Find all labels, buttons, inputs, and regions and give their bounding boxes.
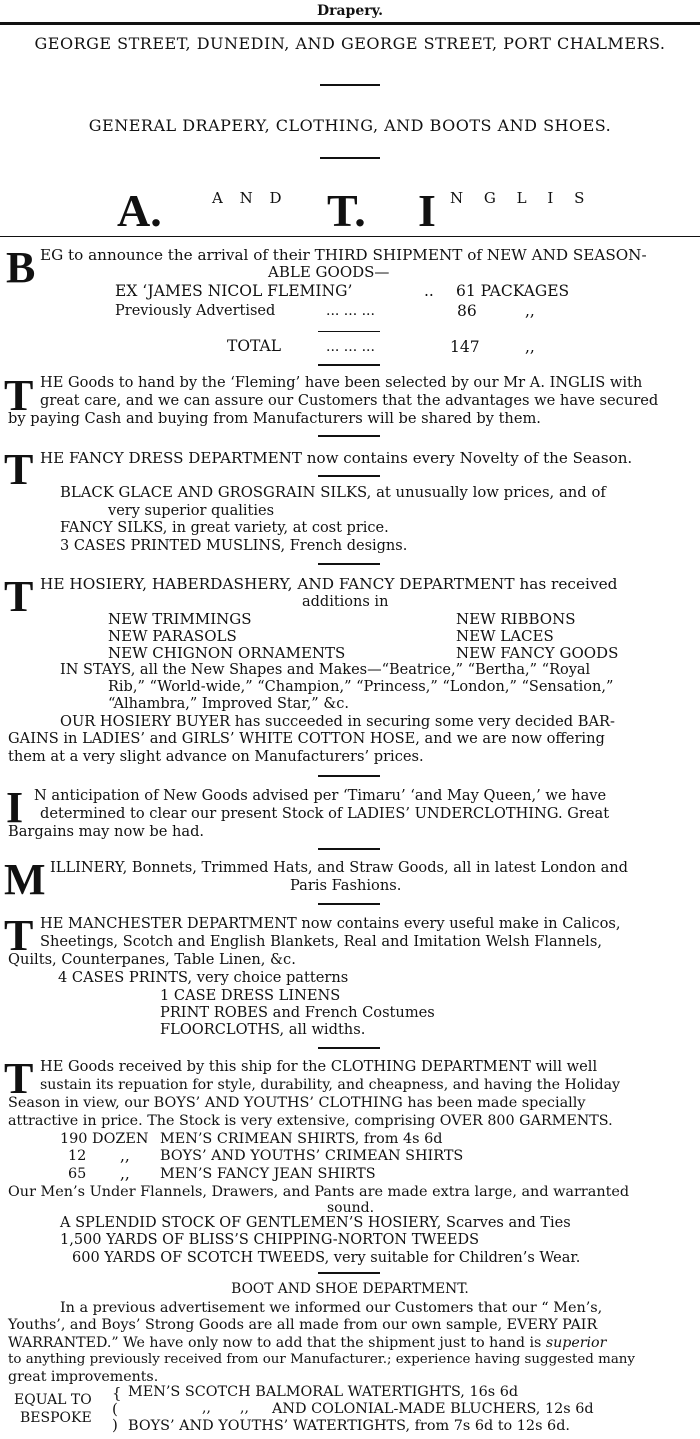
- divider: [318, 435, 380, 437]
- firm-initial-t: T.: [327, 185, 366, 236]
- shirt-item: BOYS’ AND YOUTHS’ CRIMEAN SHIRTS: [160, 1148, 464, 1164]
- boots-line: Youths’, and Boys’ Strong Goods are all made from our own sample, EVERY PAIR: [8, 1317, 598, 1333]
- announce-line: EG to announce the arrival of their THIRD SHIPMENT of NEW AND SEASON-: [40, 246, 647, 264]
- firm-and: A N D: [212, 189, 288, 207]
- divider: [318, 903, 380, 905]
- shirt-qty: 12: [68, 1148, 87, 1164]
- drop-cap: B: [6, 243, 36, 292]
- stays-line: “Alhambra,” Improved Star,” &c.: [108, 696, 349, 712]
- flannels-line: sound.: [327, 1200, 375, 1216]
- hosiery-line: HE HOSIERY, HABERDASHERY, AND FANCY DEPARTMENT has received: [40, 575, 618, 593]
- ditto: ,,: [120, 1147, 130, 1165]
- firm-initial-a: A.: [117, 185, 162, 236]
- brace-mark: (: [112, 1400, 118, 1418]
- total-label: TOTAL: [227, 337, 282, 355]
- flannels-line: Our Men’s Under Flannels, Drawers, and Pants are made extra large, and warranted: [8, 1184, 630, 1200]
- top-rule: [0, 22, 700, 25]
- shirt-item: MEN’S FANCY JEAN SHIRTS: [160, 1166, 376, 1182]
- fleming-line: great care, and we can assure our Customers that the advantages we have secured: [40, 392, 659, 409]
- ditto: ,,: [120, 1165, 130, 1183]
- buyer-line: GAINS in LADIES’ and GIRLS’ WHITE COTTON HOSE, and we are now offering: [8, 730, 605, 747]
- stock-line: 1,500 YARDS OF BLISS’S CHIPPING-NORTON TWEEDS: [60, 1232, 479, 1248]
- prev-value: 86: [457, 302, 477, 320]
- stays-line: Rib,” “World-wide,” “Champion,” “Princess,” “London,” “Sensation,”: [108, 679, 614, 695]
- total-value: 147: [450, 338, 480, 356]
- shirt-qty: 190 DOZEN: [60, 1131, 149, 1147]
- underclothing-line: determined to clear our present Stock of LADIES’ UNDERCLOTHING. Great: [40, 805, 610, 822]
- boot-item: BOYS’ AND YOUTHS’ WATERTIGHTS, from 7s 6d to 12s 6d.: [128, 1418, 570, 1434]
- equal-to-label: EQUAL TO: [14, 1392, 92, 1408]
- millinery-line: ILLINERY, Bonnets, Trimmed Hats, and Straw Goods, all in latest London and: [50, 859, 629, 876]
- boots-heading: BOOT AND SHOE DEPARTMENT.: [231, 1281, 469, 1297]
- hosiery-right-item: NEW RIBBONS: [456, 610, 576, 628]
- section-heading: Drapery.: [316, 3, 384, 19]
- bespoke-label: BESPOKE: [20, 1410, 92, 1426]
- drop-cap: T: [4, 371, 34, 420]
- stock-line: 600 YARDS OF SCOTCH TWEEDS, very suitable for Children’s Wear.: [72, 1250, 581, 1266]
- hosiery-right-item: NEW FANCY GOODS: [456, 644, 619, 662]
- ex-value: 61 PACKAGES: [456, 282, 570, 300]
- buyer-line: them at a very slight advance on Manufacturers’ prices.: [8, 748, 424, 765]
- prev-label: Previously Advertised: [115, 303, 276, 319]
- fancy-dress-item: BLACK GLACE AND GROSGRAIN SILKS, at unusually low prices, and of: [60, 484, 606, 501]
- stays-line: IN STAYS, all the New Shapes and Makes—“Beatrice,” “Bertha,” “Royal: [60, 662, 591, 678]
- manchester-item: 4 CASES PRINTS, very choice patterns: [58, 969, 349, 986]
- underclothing-line: N anticipation of New Goods advised per ‘Timaru’ ‘and May Queen,’ we have: [34, 787, 607, 804]
- hosiery-right-item: NEW LACES: [456, 627, 554, 645]
- separator: [0, 236, 700, 237]
- divider: [318, 364, 380, 366]
- fancy-dress-item: very superior qualities: [108, 503, 275, 519]
- hosiery-left-item: NEW PARASOLS: [108, 627, 237, 645]
- manchester-line: Sheetings, Scotch and English Blankets, Real and Imitation Welsh Flannels,: [40, 933, 602, 950]
- fancy-dress-item: 3 CASES PRINTED MUSLINS, French designs.: [60, 538, 408, 554]
- manchester-item: FLOORCLOTHS, all widths.: [160, 1021, 366, 1038]
- ditto: ,,: [202, 1400, 211, 1416]
- boots-line: great improvements.: [8, 1369, 159, 1385]
- clothing-line: Season in view, our BOYS’ AND YOUTHS’ CLOTHING has been made specially: [8, 1095, 586, 1111]
- clothing-line: HE Goods received by this ship for the CLOTHING DEPARTMENT will well: [40, 1058, 598, 1075]
- ex-label: EX ‘JAMES NICOL FLEMING’: [115, 282, 353, 300]
- fleming-line: HE Goods to hand by the ‘Fleming’ have been selected by our Mr A. INGLIS with: [40, 374, 643, 391]
- shirt-item: MEN’S CRIMEAN SHIRTS, from 4s 6d: [160, 1131, 443, 1147]
- divider: [320, 84, 380, 86]
- drop-cap: T: [4, 911, 34, 960]
- stock-line: A SPLENDID STOCK OF GENTLEMEN’S HOSIERY, Scarves and Ties: [60, 1215, 571, 1231]
- manchester-item: 1 CASE DRESS LINENS: [160, 987, 341, 1004]
- divider: [318, 563, 380, 565]
- ditto: ,,: [525, 302, 535, 320]
- divider: [318, 1047, 380, 1049]
- manchester-line: Quilts, Counterpanes, Table Linen, &c.: [8, 951, 296, 968]
- sum-rule: [318, 331, 380, 332]
- divider: [318, 475, 380, 477]
- hosiery-left-item: NEW TRIMMINGS: [108, 610, 252, 628]
- divider: [318, 775, 380, 777]
- boots-line: In a previous advertisement we informed our Customers that our “ Men’s,: [60, 1300, 603, 1316]
- boot-item: MEN’S SCOTCH BALMORAL WATERTIGHTS, 16s 6d: [128, 1384, 519, 1400]
- hosiery-left-item: NEW CHIGNON ORNAMENTS: [108, 644, 346, 662]
- drop-cap: T: [4, 1054, 34, 1103]
- brace-mark: {: [112, 1384, 122, 1402]
- ditto: ,,: [240, 1400, 249, 1416]
- dots: ... ... ...: [326, 339, 375, 355]
- clothing-line: attractive in price. The Stock is very extensive, comprising OVER 800 GARMENTS.: [8, 1113, 613, 1129]
- fancy-dress-item: FANCY SILKS, in great variety, at cost price.: [60, 520, 389, 536]
- announce-line: ABLE GOODS—: [268, 263, 390, 281]
- fleming-line: by paying Cash and buying from Manufacturers will be shared by them.: [8, 410, 541, 427]
- divider: [318, 1272, 380, 1274]
- underclothing-line: Bargains may now be had.: [8, 823, 205, 840]
- address-line: GEORGE STREET, DUNEDIN, AND GEORGE STREET, PORT CHALMERS.: [34, 34, 666, 53]
- boot-item: AND COLONIAL-MADE BLUCHERS, 12s 6d: [272, 1401, 594, 1417]
- brace-mark: ): [112, 1416, 118, 1434]
- hosiery-line: additions in: [302, 594, 389, 610]
- divider: [318, 848, 380, 850]
- dots: ... ... ...: [326, 303, 375, 319]
- shirt-qty: 65: [68, 1166, 87, 1182]
- drop-cap: T: [4, 572, 34, 621]
- subtitle-line: GENERAL DRAPERY, CLOTHING, AND BOOTS AND SHOES.: [88, 116, 612, 135]
- ditto: ,,: [525, 338, 535, 356]
- manchester-line: HE MANCHESTER DEPARTMENT now contains every useful make in Calicos,: [40, 915, 621, 932]
- firm-initial-i: I: [418, 185, 436, 236]
- boots-line: WARRANTED.” We have only now to add that the shipment just to hand is superior: [8, 1335, 607, 1351]
- boots-line: to anything previously received from our Manufacturer.; experience having suggested many: [8, 1352, 635, 1367]
- buyer-line: OUR HOSIERY BUYER has succeeded in securing some very decided BAR-: [60, 713, 615, 730]
- drop-cap: I: [6, 783, 24, 832]
- manchester-item: PRINT ROBES and French Costumes: [160, 1004, 435, 1021]
- millinery-line: Paris Fashions.: [290, 877, 402, 894]
- drop-cap: T: [4, 445, 34, 494]
- dots: ..: [424, 282, 434, 300]
- divider: [320, 157, 380, 159]
- clothing-line: sustain its repuation for style, durability, and cheapness, and having the Holiday: [40, 1077, 621, 1093]
- drop-cap: M: [4, 855, 46, 904]
- firm-rest: N G L I S: [450, 189, 593, 207]
- fancy-dress-line: HE FANCY DRESS DEPARTMENT now contains every Novelty of the Season.: [40, 449, 633, 467]
